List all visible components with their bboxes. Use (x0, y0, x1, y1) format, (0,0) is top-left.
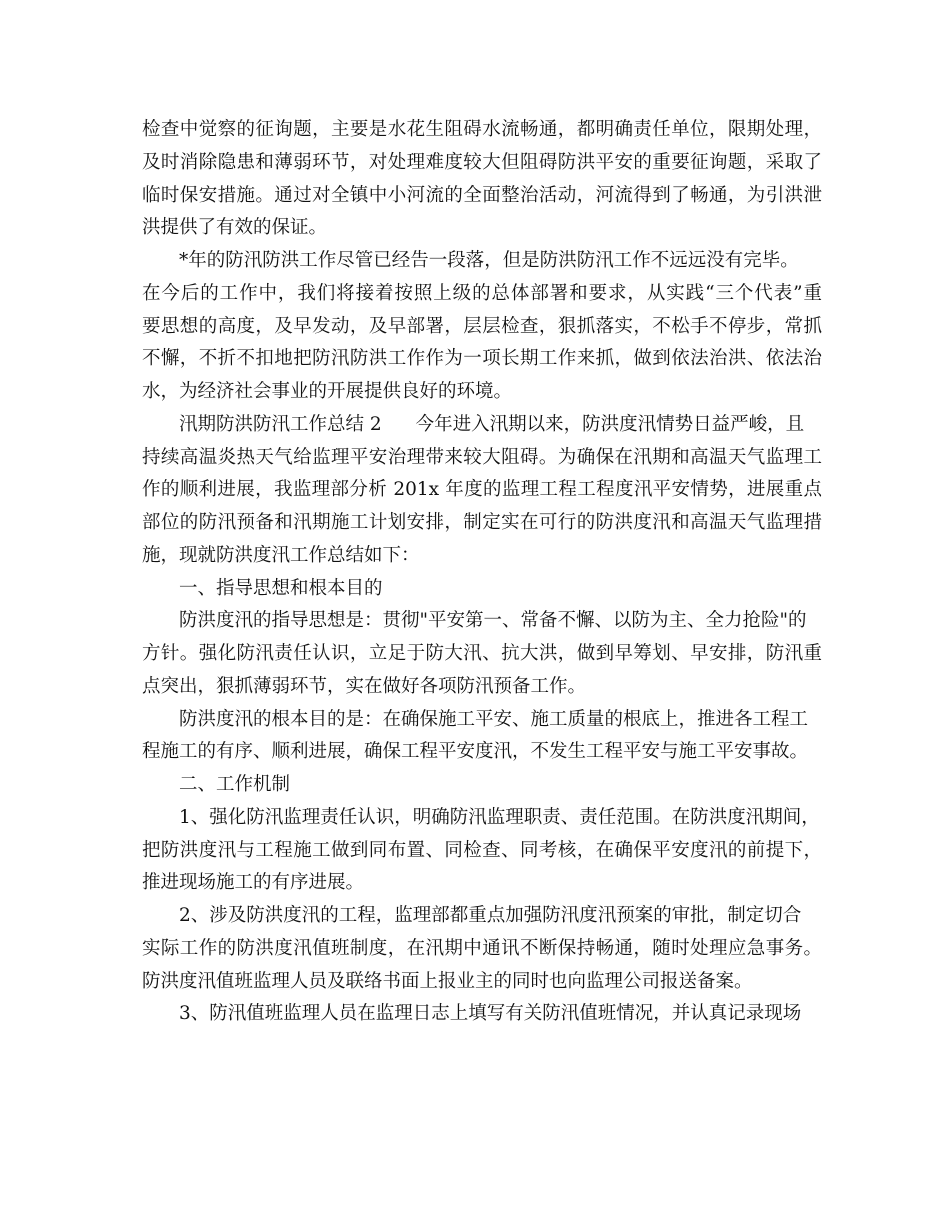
paragraph (142, 704, 822, 770)
section-heading: 一、指导思想和根本目的 (179, 577, 383, 599)
paragraph (142, 900, 822, 998)
text-line: 方针。强化防汛责任认识，立足于防大汛、抗大洪，做到早筹划、早安排，防汛重 (142, 643, 822, 664)
text-line: 部位的防汛预备和汛期施工计划安排，制定实在可行的防洪度汛和高温天气监理措 (142, 512, 822, 533)
text-line: *年的防汛防洪工作尽管已经告一段落，但是防洪防汛工作不远远没有完毕。 (179, 250, 799, 271)
text-line: 1、强化防汛监理责任认识，明确防汛监理职责、责任范围。在防洪度汛期间， (179, 806, 820, 828)
text-line: 防洪度汛的根本目的是：在确保施工平安、施工质量的根底上，推进各工程工 (179, 708, 809, 730)
text-line: 要思想的高度，及早发动，及早部署，层层检查，狠抓落实，不松手不停步，常抓 (142, 315, 822, 337)
text-line (142, 409, 822, 442)
paragraph (142, 605, 822, 703)
text-line: 把防洪度汛与工程施工做到同布置、同检查、同考核，在确保平安度汛的前提下， (142, 839, 822, 861)
text-line: 2、涉及防洪度汛的工程，监理部都重点加强防汛度汛预案的审批，制定切合 (179, 905, 802, 926)
paragraph (142, 802, 822, 900)
text-line: 防洪度汛值班监理人员及联络书面上报业主的同时也向监理公司报送备案。 (142, 970, 753, 992)
text-line: 作的顺利进展，我监理部分析 201x 年度的监理工程工程度汛平安情势，进展重点 (142, 479, 822, 501)
text-line: 及时消除隐患和薄弱环节，对处理难度较大但阻碍防洪平安的重要征询题，采取了 (142, 151, 822, 173)
paragraph (142, 998, 822, 1031)
section-heading: 二、工作机制 (179, 774, 291, 795)
paragraph (142, 245, 822, 409)
text-line: 临时保安措施。通过对全镇中小河流的全面整治活动，河流得到了畅通，为引洪泄 (142, 184, 822, 206)
paragraph (142, 409, 822, 573)
text-line: 不懈，不折不扣地把防汛防洪工作作为一项长期工作来抓，做到依法治洪、依法治 (142, 348, 822, 370)
section-title: 汛期防洪防汛工作总结 2 (179, 413, 382, 435)
text-line: 在今后的工作中，我们将接着按照上级的总体部署和要求，从实践“三个代表”重 (142, 282, 822, 304)
text-line: 推进现场施工的有序进展。 (142, 872, 365, 894)
text-line: 点突出，狠抓薄弱环节，实在做好各项防汛预备工作。 (142, 675, 587, 697)
text-line: 洪提供了有效的保证。 (142, 217, 328, 239)
text-fragment: 今年进入汛期以来，防洪度汛情势日益严峻，且 (415, 413, 805, 435)
text-line: 实际工作的防洪度汛值班制度，在汛期中通讯不断保持畅通，随时处理应急事务。 (142, 937, 822, 959)
text-line: 水，为经济社会事业的开展提供良好的环境。 (142, 381, 513, 402)
text-line: 程施工的有序、顺利进展，确保工程平安度汛，不发生工程平安与施工平安事故。 (142, 741, 809, 763)
text-line: 检查中觉察的征询题，主要是水花生阻碍水流畅通，都明确责任单位，限期处理， (142, 119, 822, 140)
text-line: 3、防汛值班监理人员在监理日志上填写有关防汛值班情况，并认真记录现场 (179, 1003, 802, 1025)
paragraph (142, 114, 822, 245)
text-line: 施，现就防洪度汛工作总结如下： (142, 544, 420, 566)
document-body (142, 114, 822, 1031)
text-line: 持续高温炎热天气给监理平安治理带来较大阻碍。为确保在汛期和高温天气监理工 (142, 446, 822, 468)
text-line: 防洪度汛的指导思想是：贯彻"平安第一、常备不懈、以防为主、全力抢险"的 (179, 610, 807, 632)
